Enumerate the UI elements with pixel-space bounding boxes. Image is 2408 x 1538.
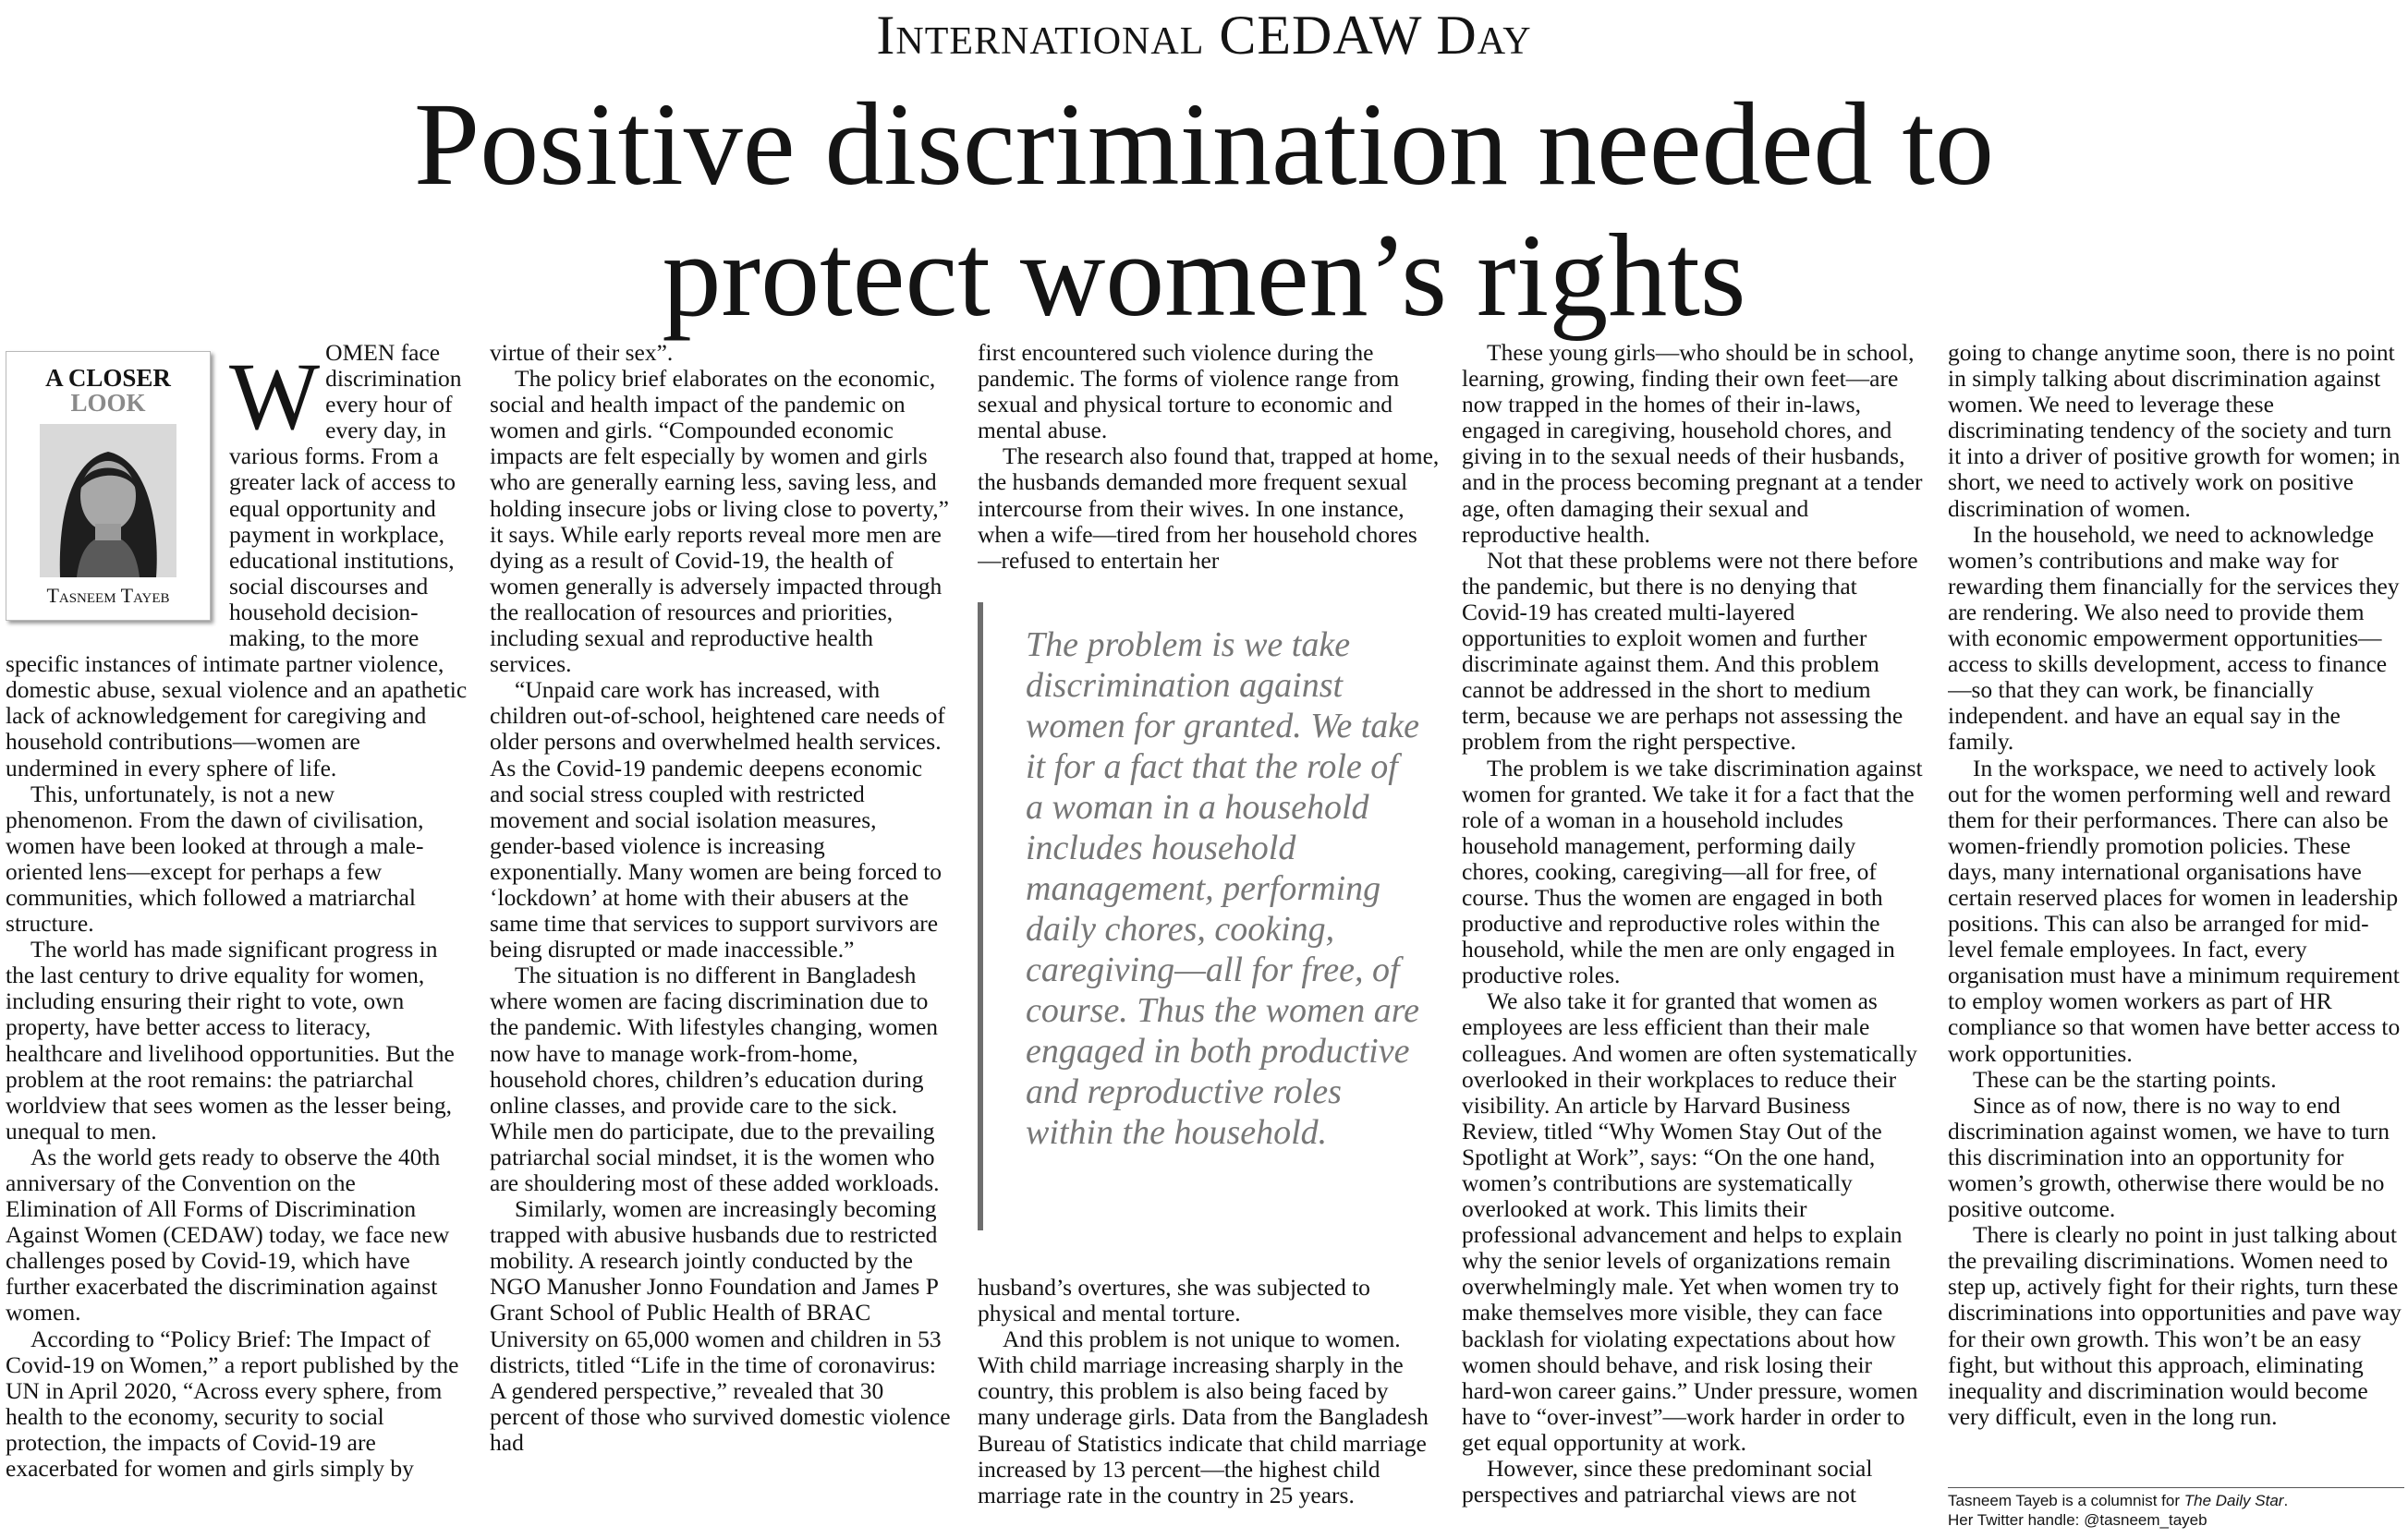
paragraph: In the workspace, we need to actively look out for the women performing well and reward them for their performances. There can also be women-friendly promotion policies. These days, many international organisations have certain reserved places for women in leadership positions. This can also be arranged for mid-level female employees. In fact, every organisation must have a minimum requirement to employ women workers as part of HR compliance so that women have better access to work opportunities.	[1948, 754, 2401, 1067]
article-column-3-top	[978, 340, 1440, 589]
section-kicker: International CEDAW Day	[876, 5, 1532, 66]
paragraph: going to change anytime soon, there is no point in simply talking about discrimination against women. We need to leverage these discriminating tendency of the society and turn it into a driver of positive growth for women; in short, we need to actively work on positive discrimination of women.	[1948, 340, 2401, 522]
paragraph: As the world gets ready to observe the 40th anniversary of the Convention on the Elimination of All Forms of Discrimination Against Women (CEDAW) today, we face new challenges posed by Covid-19, which have further exacerbated the discrimination against women.	[6, 1143, 450, 1326]
paragraph: However, since these predominant social perspectives and patriarchal views are not	[1462, 1455, 1873, 1508]
paragraph: We also take it for granted that women as employees are less efficient than their male colleagues. And women are often systematically overlooked in their workplaces to reduce their visibility. An article by Harvard Business Review, titled “Why Women Stay Out of the Spotlight at Work”, says: “On the one hand, women’s contributions are systematically overlooked at work. This limits their professional advancement and helps to explain why the senior levels of organizations remain overwhelmingly male. Yet when women try to make themselves more visible, they can face backlash for violating expectations about how women should behave, and risk losing their hard-won career gains.” Under pressure, women have to “over-invest”—work harder in order to get equal opportunity at work.	[1462, 987, 1918, 1456]
article-column-2	[490, 340, 952, 1538]
paragraph: These can be the starting points.	[1973, 1065, 2277, 1093]
headline	[0, 79, 2408, 341]
author-footnote	[1948, 1491, 2404, 1530]
column-badge	[6, 351, 211, 621]
headline-line-1: Positive discrimination needed to	[414, 79, 1994, 210]
paragraph: husband’s overtures, she was subjected to physical and mental torture.	[978, 1274, 1370, 1327]
paragraph: These young girls—who should be in school, learning, growing, finding their own feet—are now trapped in the homes of their in-laws, engaged in caregiving, household chores, and giving in to the sexual needs of their husbands, and in the process becoming pregnant at a tender age, often damaging their sexual and reproductive health.	[1462, 340, 1923, 548]
paragraph: “Unpaid care work has increased, with children out-of-school, heightened care needs of older persons and overwhelmed health services. As the Covid-19 pandemic deepens economic and social stress coupled with restricted movement and social isolation measures, gender-based violence is increasing exponentially. Many women are being forced to ‘lockdown’ at home with their abusers at the same time that services to support survivors are being disrupted or made inaccessible.”	[490, 676, 945, 963]
author-bio-prefix: Tasneem Tayeb is a columnist for	[1948, 1492, 2184, 1509]
footnote-divider	[1948, 1487, 2404, 1488]
paragraph: The situation is no different in Bangladesh where women are facing discrimination due to the pandemic. With lifestyles changing, women now have to manage work-from-home, household chores, children’s education during online classes, and provide care to the sick. While men do participate, due to the prevailing patriarchal social mindset, it is the women who are shouldering most of these added workloads.	[490, 962, 940, 1196]
author-byline: Tasneem Tayeb	[46, 584, 170, 607]
paragraph: virtue of their sex”.	[490, 340, 674, 366]
paragraph: And this problem is not unique to women. With child marriage increasing sharply in the country, this problem is also being faced by many underage girls. Data from the Bangladesh Bureau of Statistics indicate that child marriage increased by 13 percent—the highest child marriage rate in the country in 25 years.	[978, 1326, 1429, 1508]
paragraph: The research also found that, trapped at home, the husbands demanded more frequent sexual intercourse from their wives. In one instance, when a wife—tired from her household chores—refused to entertain her	[978, 442, 1440, 574]
headline-line-2: protect women’s rights	[662, 210, 1746, 341]
column-badge-subtitle: LOOK	[70, 389, 146, 417]
article-column-1	[6, 340, 468, 1538]
paragraph: Since as of now, there is no way to end discrimination against women, we have to turn this discrimination into an opportunity for women’s growth, otherwise there would be no positive outcome.	[1948, 1091, 2390, 1223]
article-column-5	[1948, 340, 2404, 1476]
paragraph: Not that these problems were not there before the pandemic, but there is no denying that Covid-19 has created multi-layered opportunities to exploit women and further discriminate against them. And this problem cannot be addressed in the short to medium term, because we are perhaps not assessing the problem from the right perspective.	[1462, 546, 1918, 756]
paragraph: first encountered such violence during the pandemic. The forms of violence range from sexual and physical torture to economic and mental abuse.	[978, 340, 1400, 444]
paragraph: The policy brief elaborates on the economic, social and health impact of the pandemic on women and girls. “Compounded economic impacts are felt especially by women and girls who are generally earning less, saving less, and holding insecure jobs or living close to poverty,” it says. While early reports reveal more men are dying as a result of Covid-19, the health of women generally is adversely impacted through the reallocation of resources and priorities, including sexual and reproductive health services.	[490, 365, 949, 678]
pull-quote-text: The problem is we take discrimination against women for granted. We take it for a fact that the role of a woman in a household includes household management, performing daily chores, cooking, caregiving—all for free, of course. Thus the women are engaged in both productive and reproductive roles within the household.	[1026, 625, 1420, 1152]
paragraph: In the household, we need to acknowledge women’s contributions and make way for rewarding them financially for the services they are rendering. We also need to provide them with economic empowerment opportunities—access to skills development, access to finance—so that they can work, be financially independent. and have an equal say in the family.	[1948, 520, 2400, 756]
author-portrait-icon	[40, 424, 176, 577]
article-column-3-bottom	[978, 1275, 1440, 1508]
paragraph: Similarly, women are increasingly becoming trapped with abusive husbands due to restricted mobility. A research jointly conducted by the NGO Manusher Jonno Foundation and James P Grant School of Public Health of BRAC University on 65,000 women and children in 53 districts, titled “Life in the time of coronavirus: A gendered perspective,” revealed that 30 percent of those who survived domestic violence had	[490, 1195, 951, 1456]
paragraph: According to “Policy Brief: The Impact of Covid-19 on Women,” a report published by the UN in April 2020, “Across every sphere, from health to the economy, security to social protection, the impacts of Covid-19 are exacerbated for women and girls simply by	[6, 1325, 459, 1483]
twitter-handle-line: Her Twitter handle: @tasneem_tayeb	[1948, 1511, 2207, 1529]
paragraph: This, unfortunately, is not a new phenomenon. From the dawn of civilisation, women have been looked at through a male-oriented lens—except for perhaps a few communities, which followed a matriarchal structure.	[6, 780, 424, 938]
pull-quote	[978, 602, 1436, 1230]
paragraph: There is clearly no point in just talking about the prevailing discriminations. Women need to step up, actively fight for their rights, turn these discriminations into opportunities and pave way for their own growth. This won’t be an easy fight, but without this approach, eliminating inequality and discrimination would become very difficult, even in the long run.	[1948, 1221, 2402, 1430]
article-column-4	[1462, 340, 1924, 1538]
paragraph: The problem is we take discrimination against women for granted. We take it for a fact that the role of a woman in a household includes household management, performing daily chores, cooking, caregiving—all for free, of course. Thus the women are engaged in both productive and reproductive roles within the household, while the men are only engaged in productive roles.	[1462, 754, 1923, 989]
column-badge-title: A CLOSER	[45, 364, 171, 392]
paragraph: The world has made significant progress in the last century to drive equality for women, including ensuring their right to vote, own property, have better access to literacy, healthcare and livelihood opportunities. But the problem at the root remains: the patriarchal worldview that sees women as the lesser being, unequal to men.	[6, 936, 455, 1144]
author-bio-line	[1948, 1491, 2404, 1510]
author-bio-suffix: .	[2283, 1492, 2289, 1509]
publication-name: The Daily Star	[2183, 1492, 2284, 1509]
paragraph: OMEN face discrimination every hour of every day, in various forms. From a greater lack of access to equal opportunity and payment in workplace, educational institutions, social discourses and household decision-making, to the more specific instances of intimate partner violence, domestic abuse, sexual violence and an apathetic lack of acknowledgement for caregiving and household contributions—women are undermined in every sphere of life.	[6, 340, 468, 781]
drop-cap: W	[229, 344, 321, 450]
